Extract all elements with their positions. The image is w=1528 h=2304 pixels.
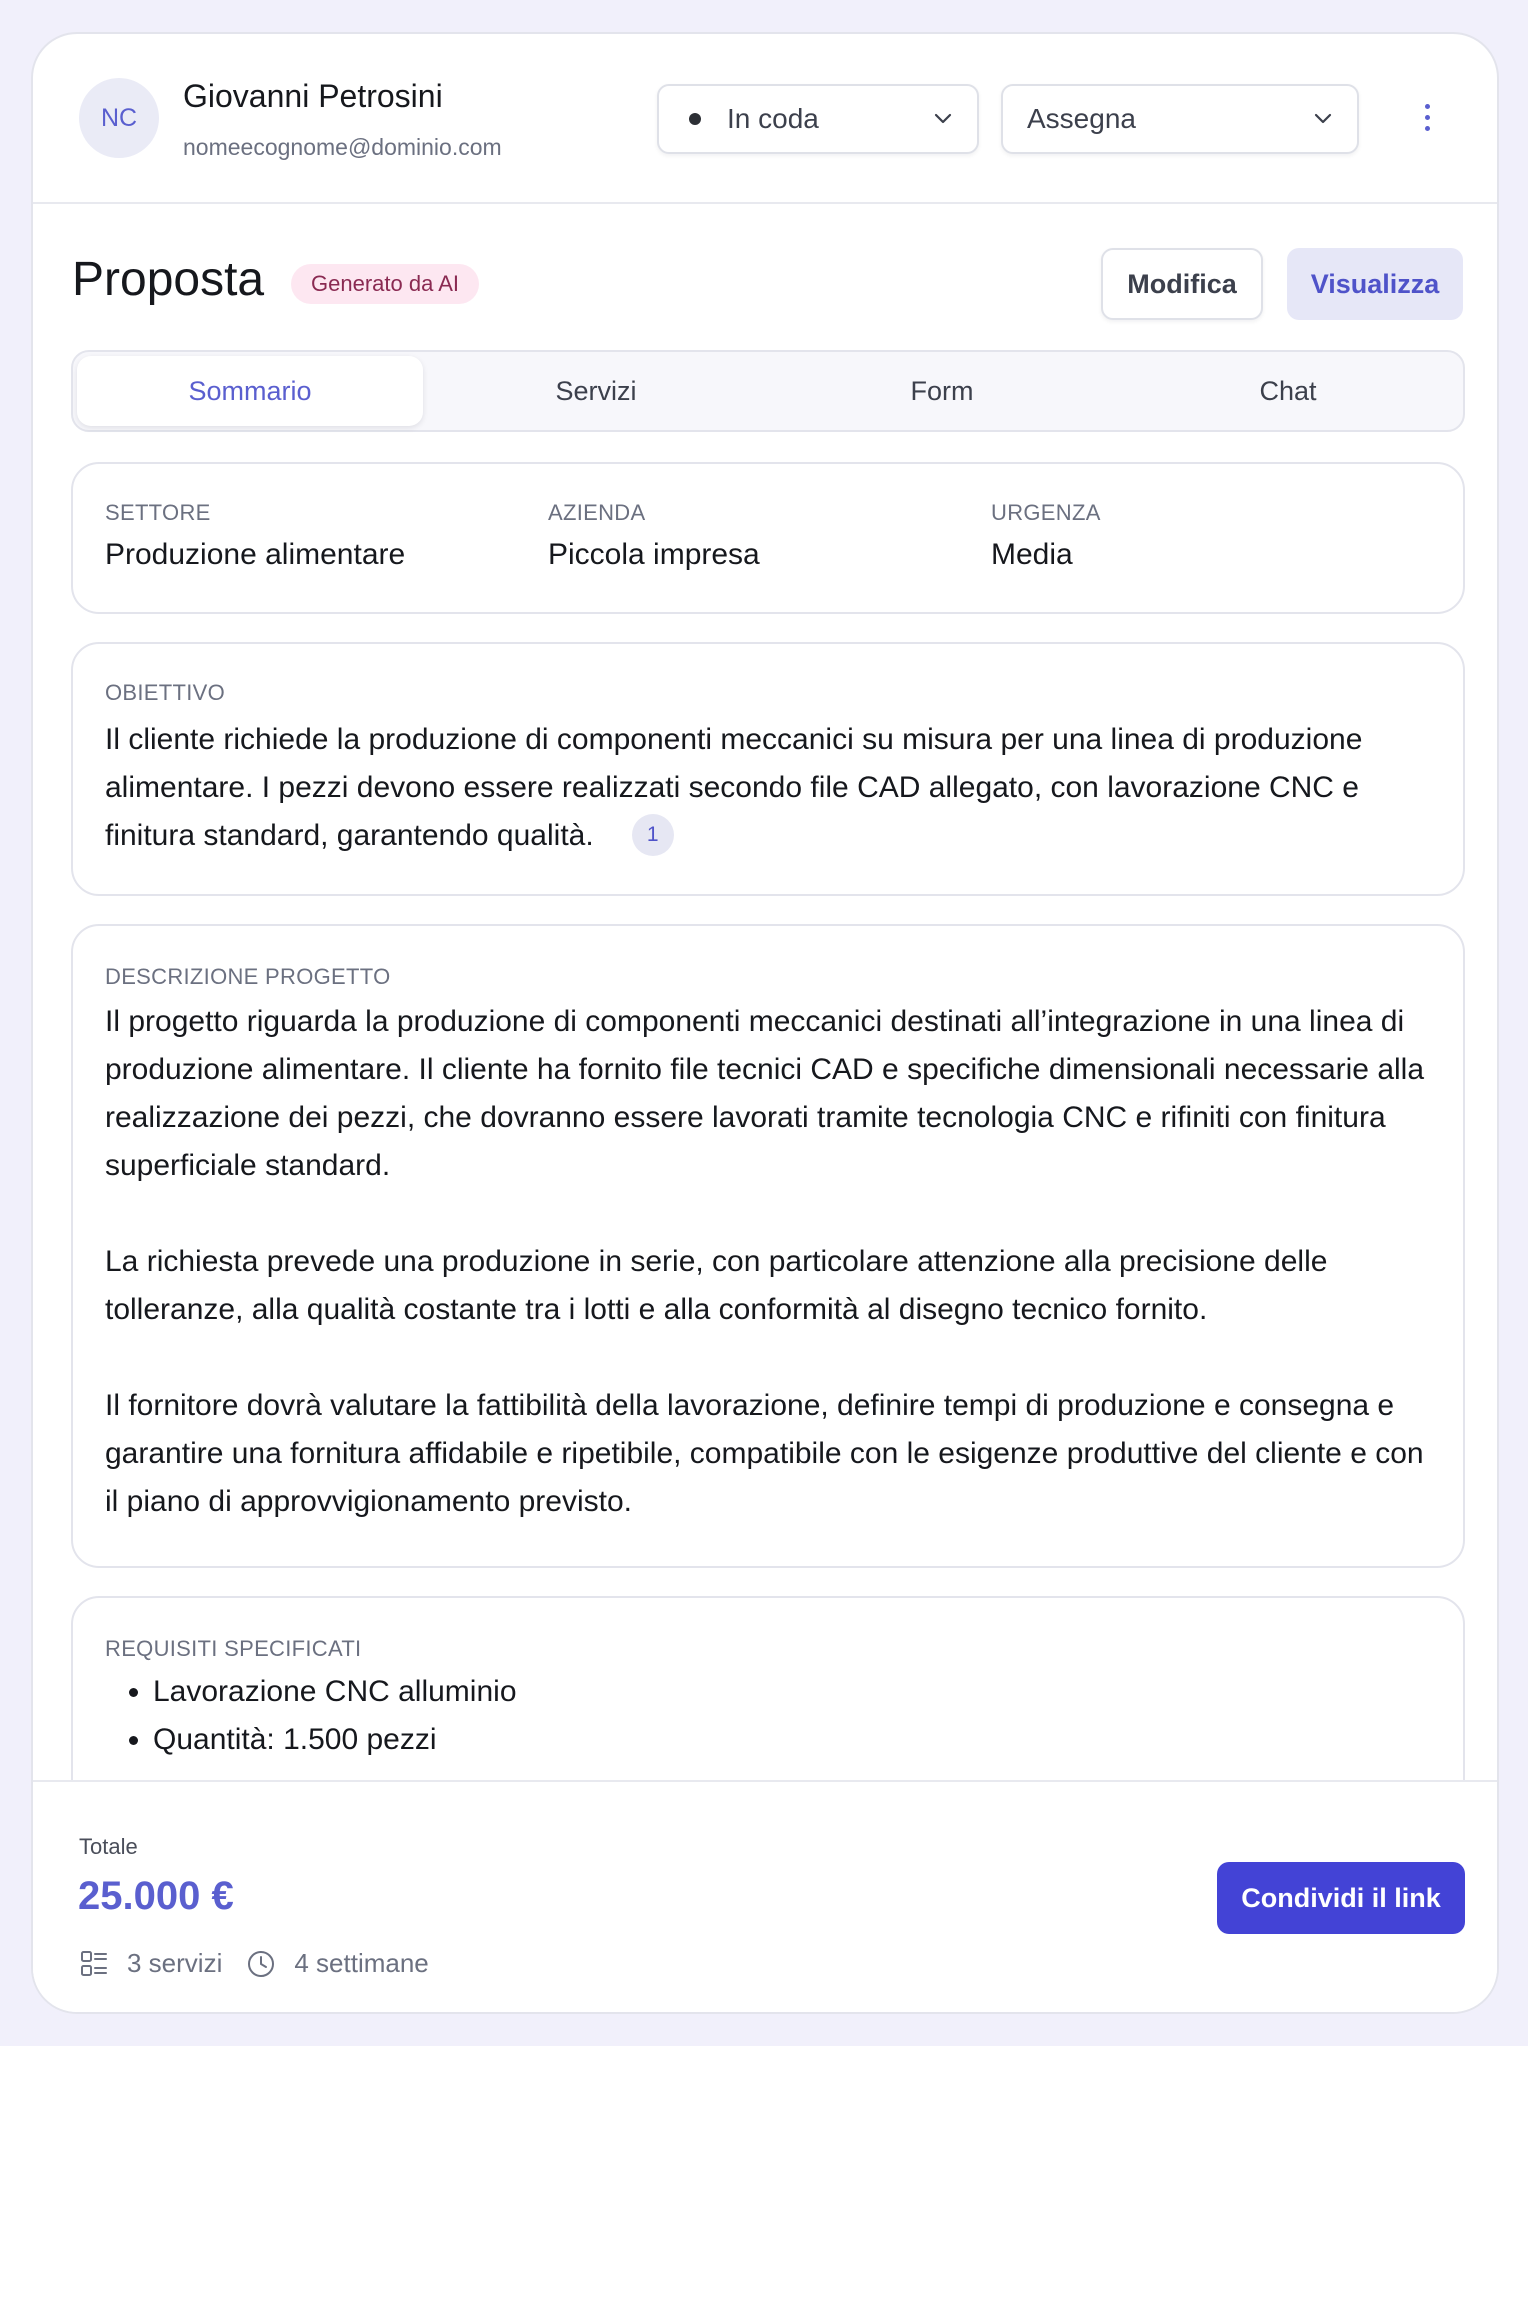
sector-label: SETTORE xyxy=(105,500,211,525)
duration xyxy=(246,1948,428,1979)
total-label: Totale xyxy=(79,1834,138,1859)
view-button[interactable]: Visualizza xyxy=(1287,248,1463,320)
avatar[interactable]: NC xyxy=(79,78,159,158)
description-paragraph: Il progetto riguarda la produzione di componenti meccanici destinati all’integrazione in una linea di produzione alimentare. Il cliente ha fornito file tecnici CAD e specifiche dimensionali necessarie alla realizzazione dei pezzi, che dovranno essere lavorati tramite tecnologia CNC e rifiniti con finitura superficiale standard. xyxy=(105,1005,1425,1182)
description-label: DESCRIZIONE PROGETTO xyxy=(105,964,391,989)
edit-button[interactable]: Modifica xyxy=(1101,248,1263,320)
list-item: • Lavorazione CNC alluminio xyxy=(153,1668,1431,1716)
more-vertical-icon[interactable] xyxy=(1417,104,1437,138)
requirements-label: REQUISITI SPECIFICATI xyxy=(105,1636,362,1661)
tab-form[interactable]: Form xyxy=(910,375,974,406)
page-title: Proposta xyxy=(72,253,265,306)
proposal-card xyxy=(31,32,1499,2014)
requirements-list xyxy=(105,1668,1431,1764)
assign-value: Assegna xyxy=(1027,103,1136,134)
user-email: nomeecognome@dominio.com xyxy=(183,134,502,160)
card-header xyxy=(33,34,1497,204)
tab-chat[interactable]: Chat xyxy=(1259,375,1317,406)
sector-field xyxy=(105,500,405,572)
description-paragraph: La richiesta prevede una produzione in serie, con particolare attenzione alla precisione delle tolleranze, alla qualità costante tra i lotti e alla conformità al disegno tecnico fornito. xyxy=(105,1245,1328,1326)
chevron-down-icon xyxy=(933,110,953,126)
sector-value: Produzione alimentare xyxy=(105,538,406,571)
summary-footer xyxy=(33,1780,1497,2014)
description-paragraph: Il fornitore dovrà valutare la fattibilità della lavorazione, definire tempi di produzione e consegna e garantire una fornitura affidabile e ripetibile, compatibile con le esigenze produttive del cliente e con il piano di approvvigionamento previsto. xyxy=(105,1389,1424,1518)
share-link-button[interactable]: Condividi il link xyxy=(1217,1862,1465,1934)
company-value: Piccola impresa xyxy=(548,538,760,571)
description-section xyxy=(71,924,1465,1568)
urgency-value: Media xyxy=(991,538,1073,571)
objective-label: OBIETTIVO xyxy=(105,680,226,705)
company-label: AZIENDA xyxy=(548,500,646,525)
tab-servizi[interactable]: Servizi xyxy=(555,375,637,406)
total-value: 25.000 € xyxy=(78,1874,234,1918)
footer-meta xyxy=(79,1948,453,1979)
list-item: • Quantità: 1.500 pezzi xyxy=(153,1716,1431,1764)
duration-text: 4 settimane xyxy=(294,1948,429,1978)
status-select[interactable] xyxy=(657,84,979,154)
user-name: Giovanni Petrosini xyxy=(183,78,443,114)
status-value: In coda xyxy=(727,103,819,134)
services-text: 3 servizi xyxy=(127,1948,223,1978)
chevron-down-icon xyxy=(1313,110,1333,126)
list-icon xyxy=(79,1949,109,1979)
company-field xyxy=(548,500,760,572)
urgency-field xyxy=(991,500,1101,572)
clock-icon xyxy=(246,1949,276,1979)
services-count xyxy=(79,1948,222,1979)
objective-section xyxy=(71,642,1465,896)
meta-section xyxy=(71,462,1465,614)
objective-text: Il cliente richiede la produzione di componenti meccanici su misura per una linea di produzione alimentare. I pezzi devono essere realizzati secondo file CAD allegato, con lavorazione CNC e finitura standard, garantendo qualità. 1 xyxy=(105,716,1431,860)
urgency-label: URGENZA xyxy=(991,500,1101,525)
citation-badge[interactable]: 1 xyxy=(632,814,674,856)
tab-sommario[interactable]: Sommario xyxy=(77,356,423,426)
dot-icon xyxy=(689,113,701,125)
assign-select[interactable] xyxy=(1001,84,1359,154)
tab-bar xyxy=(71,350,1465,432)
ai-badge: Generato da AI xyxy=(291,264,479,304)
